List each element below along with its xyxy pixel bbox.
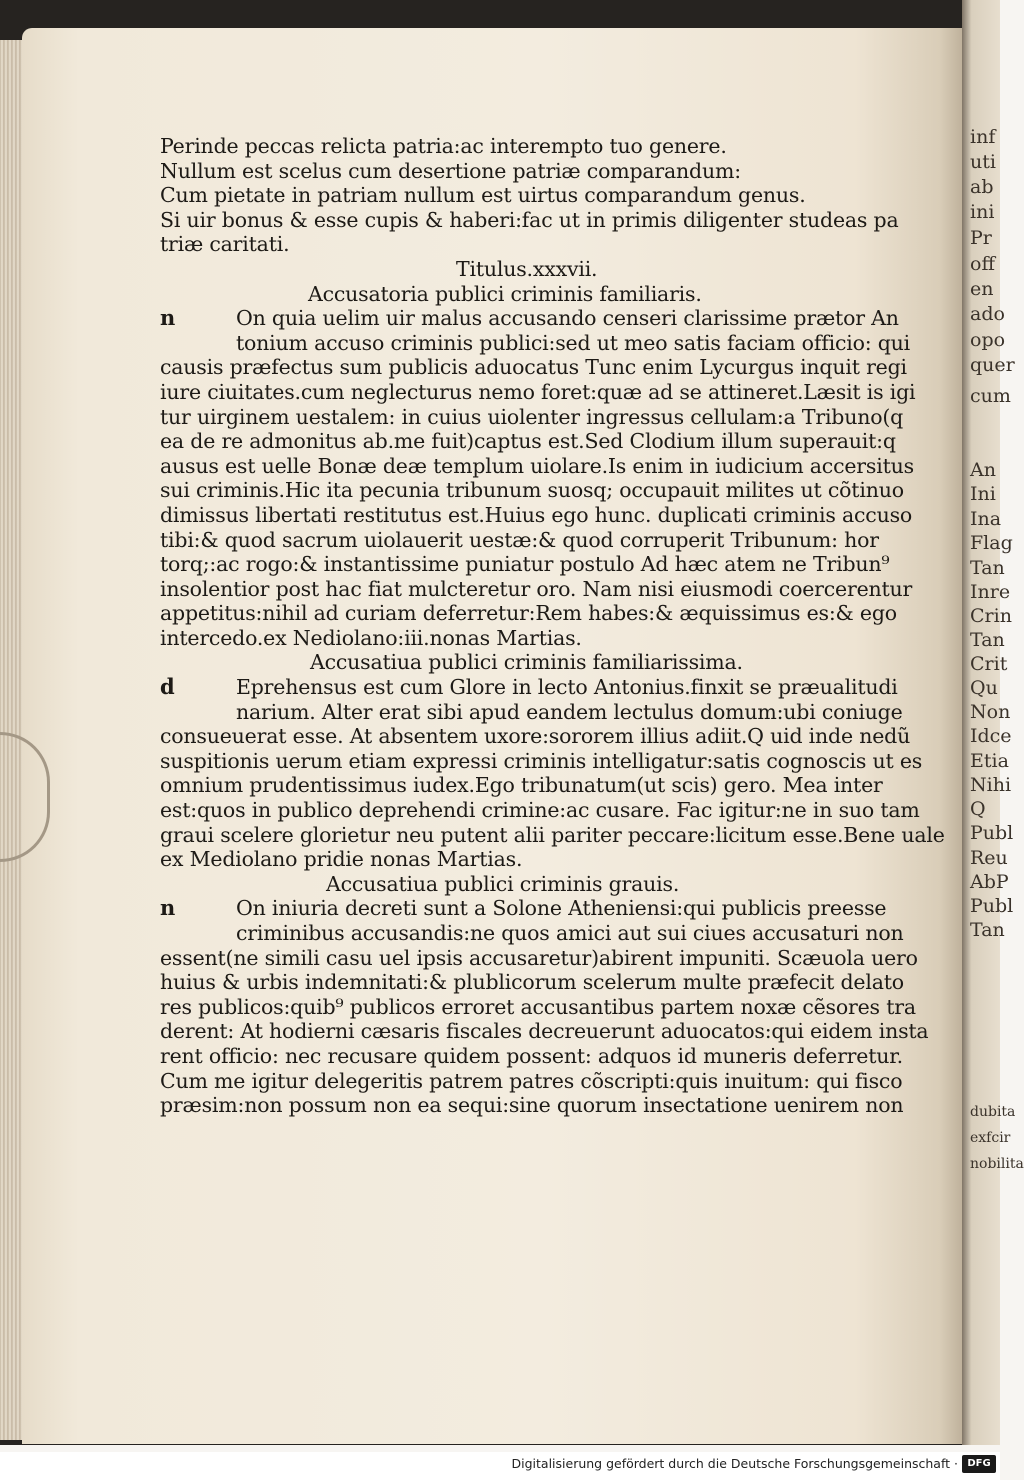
text-line: Perinde peccas relicta patria:ac interempto tuo genere. <box>160 134 727 158</box>
text-line: huius & urbis indemnitati:& plublicorum scelerum multe præfecit delato <box>160 970 904 995</box>
funding-credit: Digitalisierung gefördert durch die Deutsche Forschungsgemeinschaft · <box>511 1456 958 1471</box>
adjacent-page-fragment: Crit <box>970 653 1008 675</box>
text-line: causis præfectus sum publicis aduocatus Tunc enim Lycurgus inquit regi <box>160 355 907 380</box>
adjacent-page-fragment: Flag <box>970 532 1013 554</box>
text-line: Si uir bonus & esse cupis & haberi:fac ut in primis diligenter studeas pa <box>160 207 899 232</box>
text-line: triæ caritati. <box>160 232 290 257</box>
adjacent-page-fragment: AbP <box>970 871 1009 893</box>
adjacent-page-fragment: Etia <box>970 750 1009 772</box>
text-line: consueuerat esse. At absentem uxore:sororem illius adiit.Q uid inde nedũ <box>160 724 911 749</box>
adjacent-page-fragment: Non <box>970 701 1011 723</box>
text-line: sui criminis.Hic ita pecunia tribunum suosq; occupauit milites ut cõtinuo <box>160 478 904 503</box>
adjacent-page-fragment: Ini <box>970 483 996 505</box>
initial-letter: d <box>160 674 175 700</box>
adjacent-page-fragment: opo <box>970 329 1006 351</box>
adjacent-page-fragment: cum <box>970 385 1011 407</box>
text-line: Accusatiua publici criminis familiarissima. <box>310 650 743 675</box>
footer-bar <box>0 1452 1000 1480</box>
text-line: res publicos:quib⁹ publicos erroret accusantibus partem noxæ cẽsores tra <box>160 994 916 1019</box>
adjacent-page-fragment: Tan <box>970 557 1005 579</box>
page-body-text <box>160 134 945 1118</box>
text-line: est:quos in publico deprehendi crimine:ac cusare. Fac igitur:ne in suo tam <box>160 798 920 823</box>
text-line: Cum pietate in patriam nullum est uirtus comparandum genus. <box>160 183 806 208</box>
text-line: intercedo.ex Nediolano:iii.nonas Martias. <box>160 625 582 650</box>
adjacent-page-fragment: Nihi <box>970 774 1012 796</box>
adjacent-page-fragment: ado <box>970 303 1005 325</box>
adjacent-page-fragment: Publ <box>970 822 1014 844</box>
text-line: Accusatiua publici criminis grauis. <box>326 871 680 896</box>
adjacent-page-fragment: Tan <box>970 629 1005 651</box>
text-line: Nullum est scelus cum desertione patriæ comparandum: <box>160 158 741 183</box>
text-line: tibi:& quod sacrum uiolauerit uestæ:& quod corruperit Tribunum: hor <box>160 527 879 552</box>
text-line: insolentior post hac fiat mulcteretur oro. Nam nisi eiusmodi coercerentur <box>160 576 913 601</box>
text-line: tonium accuso criminis publici:sed ut meo satis faciam officio: qui <box>236 330 911 355</box>
text-line: dimissus libertati restitutus est.Huius ego hunc. duplicati criminis accuso <box>160 502 913 527</box>
text-line: Cum me igitur delegeritis patrem patres cõscripti:quis inuitum: qui fisco <box>160 1068 903 1093</box>
adjacent-page-fragment: quer <box>970 354 1015 376</box>
text-line: omnium prudentissimus iudex.Ego tribunatum(ut scis) gero. Mea inter <box>160 773 883 798</box>
adjacent-page-fragment: Qu <box>970 677 998 699</box>
text-line <box>160 675 930 700</box>
adjacent-page-fragment: ini <box>970 201 995 223</box>
adjacent-page-fragment: off <box>970 253 995 275</box>
text-line-body: Eprehensus est cum Glore in lecto Antonius.finxit se præualitudi <box>236 675 898 700</box>
text-line: graui scelere glorietur neu putent alii pariter peccare:licitum esse.Bene uale <box>160 822 945 847</box>
text-line: ea de re admonitus ab.me fuit)captus est.Sed Clodium illum superauit:q <box>160 429 896 454</box>
text-line: ex Mediolano pridie nonas Martias. <box>160 847 523 872</box>
text-line: rent officio: nec recusare quidem possent: adquos id muneris deferretur. <box>160 1043 903 1068</box>
text-line-body: On iniuria decreti sunt a Solone Atheniensi:qui publicis preesse <box>236 896 887 921</box>
adjacent-page-fragment: Crin <box>970 605 1012 627</box>
adjacent-page-fragment: dubita <box>970 1104 1016 1120</box>
text-line: appetitus:nihil ad curiam deferretur:Rem habes:& æquissimus es:& ego <box>160 601 897 626</box>
text-line: præsim:non possum non ea sequi:sine quorum insectatione uenirem non <box>160 1093 904 1118</box>
text-line: suspitionis uerum etiam expressi criminis intelligatur:satis cognoscis ut es <box>160 748 923 773</box>
adjacent-page-fragment: Publ <box>970 895 1014 917</box>
adjacent-page-fragment: exfcir <box>970 1130 1011 1146</box>
text-line: derent: At hodierni cæsaris fiscales decreuerunt aduocatos:qui eidem insta <box>160 1019 929 1044</box>
text-line: narium. Alter erat sibi apud eandem lectulus domum:ubi coniuge <box>236 699 903 724</box>
adjacent-page-fragment: Reu <box>970 847 1008 869</box>
text-line-body: On quia uelim uir malus accusando censeri clarissime prætor An <box>236 306 899 331</box>
text-line: Titulus.xxxvii. <box>456 256 598 281</box>
dfg-logo: DFG <box>962 1455 996 1473</box>
text-line: ausus est uelle Bonæ deæ templum uiolare.Is enim in iudicium accersitus <box>160 453 914 478</box>
initial-letter: n <box>160 895 176 921</box>
adjacent-page-fragment: Idce <box>970 725 1012 747</box>
adjacent-page-fragment: inf <box>970 126 996 148</box>
text-line <box>160 896 930 921</box>
adjacent-page-fragment: Inre <box>970 581 1011 603</box>
text-line: essent(ne simili casu uel ipsis accusaretur)abirent impuniti. Scæuola uero <box>160 945 918 970</box>
text-line: iure ciuitates.cum neglecturus nemo foret:quæ ad se attineret.Læsit is igi <box>160 379 916 404</box>
text-line <box>160 306 930 331</box>
adjacent-page-fragment: Tan <box>970 919 1005 941</box>
adjacent-page-fragment: en <box>970 278 994 300</box>
adjacent-page-fragment: Q <box>970 798 986 820</box>
text-line: tur uirginem uestalem: in cuius uiolenter ingressus cellulam:a Tribuno(q <box>160 404 904 429</box>
text-line: criminibus accusandis:ne quos amici aut sui ciues accusaturi non <box>236 921 904 945</box>
adjacent-page-fragment: Pr <box>970 227 992 249</box>
adjacent-page-fragment: nobilita <box>970 1156 1024 1172</box>
adjacent-page-fragment: uti <box>970 151 996 173</box>
adjacent-page-fragment: ab <box>970 176 994 198</box>
adjacent-page-text <box>968 0 1024 1445</box>
initial-letter: n <box>160 305 176 331</box>
adjacent-page-fragment: An <box>970 459 996 481</box>
text-line: torq;:ac rogo:& instantissime puniatur postulo Ad hæc atem ne Tribun⁹ <box>160 552 890 577</box>
adjacent-page-fragment: Ina <box>970 508 1002 530</box>
text-line: Accusatoria publici criminis familiaris. <box>308 281 702 306</box>
